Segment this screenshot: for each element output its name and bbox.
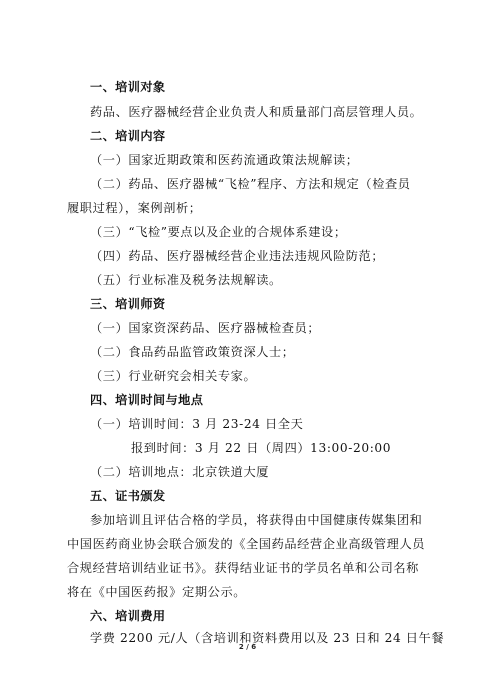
- content-item-5: （五）行业标准及税务法规解读。: [90, 273, 282, 287]
- content-item-2: （二）药品、医疗器械“飞检”程序、方法和规定（检查员: [90, 177, 411, 191]
- content-item-3: （三）“飞检”要点以及企业的合规体系建设；: [90, 225, 347, 239]
- certificate-line-4: 将在《中国医药报》定期公示。: [67, 585, 247, 599]
- registration-time: 报到时间：3 月 22 日（周四）13:00-20:00: [131, 441, 392, 455]
- instructor-item-3: （三）行业研究会相关专家。: [90, 369, 257, 383]
- certificate-line-3: 合规经营培训结业证书》。获得结业证书的学员名单和公司名称: [67, 561, 419, 575]
- fees-line-1: 学费 2200 元/人（含培训和资料费用以及 23 日和 24 日午餐: [90, 631, 445, 645]
- section-heading-fees: 六、培训费用: [90, 609, 166, 623]
- section-heading-instructors: 三、培训师资: [90, 297, 166, 311]
- section-heading-time-place: 四、培训时间与地点: [90, 393, 204, 407]
- instructor-item-1: （一）国家资深药品、医疗器械检查员；: [90, 321, 321, 335]
- page-number: 2 / 6: [238, 643, 257, 651]
- instructor-item-2: （二）食品药品监管政策资深人士；: [90, 345, 295, 359]
- section-heading-certificate: 五、证书颁发: [90, 489, 166, 503]
- trainees-text: 药品、医疗器械经营企业负责人和质量部门高层管理人员。: [90, 105, 423, 119]
- certificate-line-2: 中国医药商业协会联合颁发的《全国药品经营企业高级管理人员: [67, 537, 426, 551]
- content-item-1: （一）国家近期政策和医药流通政策法规解读；: [90, 153, 359, 167]
- certificate-line-1: 参加培训且评估合格的学员，将获得由中国健康传媒集团和: [90, 513, 423, 527]
- training-place: （二）培训地点：北京铁道大厦: [90, 465, 270, 479]
- section-heading-trainees: 一、培训对象: [90, 80, 166, 94]
- section-heading-content: 二、培训内容: [90, 129, 166, 143]
- content-item-2-continued: 履职过程），案例剖析；: [67, 201, 202, 215]
- training-time: （一）培训时间：3 月 23-24 日全天: [90, 417, 304, 431]
- content-item-4: （四）药品、医疗器械经营企业违法违规风险防范；: [90, 249, 385, 263]
